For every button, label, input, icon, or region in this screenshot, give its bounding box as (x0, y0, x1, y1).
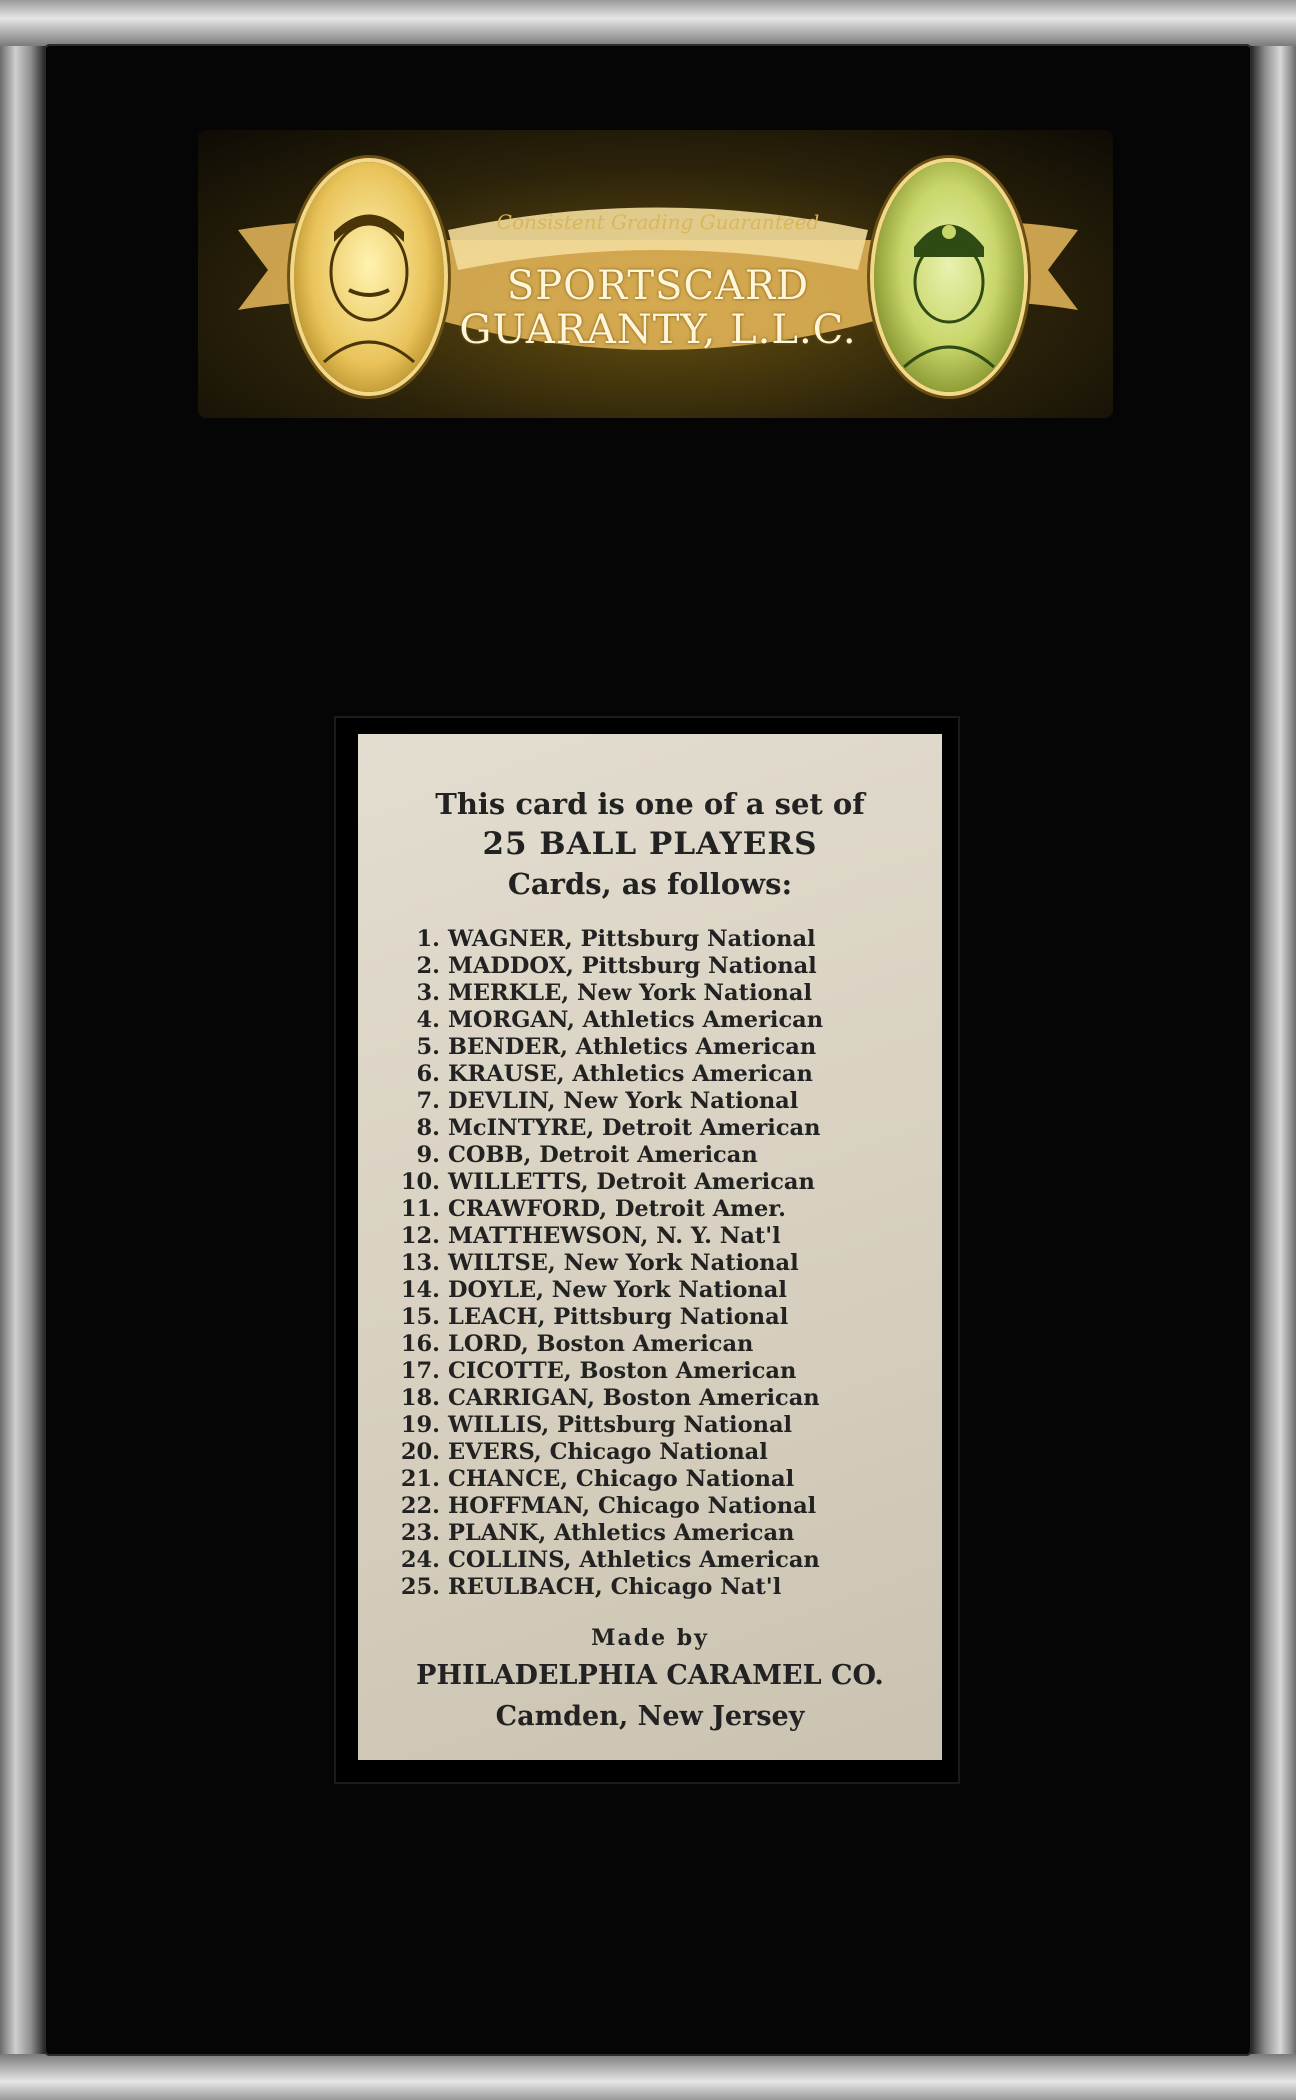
list-item (400, 926, 900, 953)
player-entry: WILLETTS, Detroit American (448, 1169, 815, 1195)
manufacturer-city: Camden, New Jersey (495, 1701, 805, 1732)
slab-top-edge (0, 0, 1296, 46)
list-item (400, 1331, 900, 1358)
manufacturer-name: PHILADELPHIA CARAMEL CO. (416, 1660, 884, 1691)
list-item (400, 1439, 900, 1466)
player-number: 23. (400, 1520, 440, 1546)
player-number: 17. (400, 1358, 440, 1384)
player-number: 25. (400, 1574, 440, 1600)
player-number: 18. (400, 1385, 440, 1411)
list-item (400, 1223, 900, 1250)
mustached-player-icon (294, 162, 444, 392)
player-number: 21. (400, 1466, 440, 1492)
player-number: 2. (416, 953, 440, 979)
list-item (400, 1196, 900, 1223)
list-item (400, 980, 900, 1007)
list-item (400, 1169, 900, 1196)
player-entry: WILTSE, New York National (448, 1250, 799, 1276)
player-entry: WAGNER, Pittsburg National (448, 926, 816, 952)
player-number: 7. (416, 1088, 440, 1114)
label-name-line2: GUARANTY, L.L.C. (459, 307, 857, 353)
player-number: 5. (416, 1034, 440, 1060)
label-tagline: Consistent Grading Guaranteed (496, 210, 820, 234)
list-item (400, 1385, 900, 1412)
player-entry: MORGAN, Athletics American (448, 1007, 824, 1033)
player-number: 4. (416, 1007, 440, 1033)
player-number: 9. (416, 1142, 440, 1168)
player-number: 13. (400, 1250, 440, 1276)
list-item (400, 953, 900, 980)
list-item (400, 1007, 900, 1034)
player-portrait-left-icon (294, 162, 444, 392)
list-item (400, 1493, 900, 1520)
player-number: 10. (400, 1169, 440, 1195)
player-entry: CRAWFORD, Detroit Amer. (448, 1196, 786, 1222)
player-number: 16. (400, 1331, 440, 1357)
player-entry: CHANCE, Chicago National (448, 1466, 795, 1492)
player-entry: KRAUSE, Athletics American (448, 1061, 813, 1087)
player-number: 22. (400, 1493, 440, 1519)
player-entry: McINTYRE, Detroit American (448, 1115, 821, 1141)
card-heading-line1: This card is one of a set of (435, 787, 865, 821)
player-entry: MADDOX, Pittsburg National (448, 953, 817, 979)
list-item (400, 1412, 900, 1439)
list-item (400, 1277, 900, 1304)
card-heading-line2: 25 BALL PLAYERS (482, 826, 818, 862)
player-entry: CICOTTE, Boston American (448, 1358, 797, 1384)
player-entry: COLLINS, Athletics American (448, 1547, 820, 1573)
baseball-card-back (358, 734, 942, 1760)
label-company-name (448, 264, 868, 352)
slab-bottom-edge (0, 2054, 1296, 2100)
player-entry: EVERS, Chicago National (448, 1439, 768, 1465)
list-item (400, 1061, 900, 1088)
player-entry: DOYLE, New York National (448, 1277, 787, 1303)
player-number: 19. (400, 1412, 440, 1438)
player-number: 12. (400, 1223, 440, 1249)
list-item (400, 1034, 900, 1061)
player-entry: REULBACH, Chicago Nat'l (448, 1574, 782, 1600)
list-item (400, 1520, 900, 1547)
player-entry: HOFFMAN, Chicago National (448, 1493, 817, 1519)
player-entry: COBB, Detroit American (448, 1142, 758, 1168)
player-entry: MATTHEWSON, N. Y. Nat'l (448, 1223, 781, 1249)
list-item (400, 1574, 900, 1601)
list-item (400, 1304, 900, 1331)
label-name-line1: SPORTSCARD (506, 263, 810, 309)
player-number: 11. (400, 1196, 440, 1222)
player-entry: DEVLIN, New York National (448, 1088, 799, 1114)
player-checklist (400, 926, 900, 1601)
list-item (400, 1142, 900, 1169)
player-number: 24. (400, 1547, 440, 1573)
list-item (400, 1547, 900, 1574)
player-entry: WILLIS, Pittsburg National (448, 1412, 793, 1438)
player-entry: PLANK, Athletics American (448, 1520, 795, 1546)
player-number: 3. (416, 980, 440, 1006)
made-by-text: Made by (591, 1625, 709, 1651)
list-item (400, 1115, 900, 1142)
player-portrait-right-icon (874, 162, 1024, 392)
player-entry: MERKLE, New York National (448, 980, 812, 1006)
list-item (400, 1358, 900, 1385)
player-entry: BENDER, Athletics American (448, 1034, 817, 1060)
grading-label (198, 130, 1113, 418)
capped-player-icon (874, 162, 1024, 392)
player-number: 6. (416, 1061, 440, 1087)
player-entry: LORD, Boston American (448, 1331, 754, 1357)
player-entry: CARRIGAN, Boston American (448, 1385, 820, 1411)
player-number: 15. (400, 1304, 440, 1330)
player-number: 20. (400, 1439, 440, 1465)
list-item (400, 1250, 900, 1277)
player-number: 14. (400, 1277, 440, 1303)
player-entry: LEACH, Pittsburg National (448, 1304, 789, 1330)
player-number: 8. (416, 1115, 440, 1141)
card-heading-line3: Cards, as follows: (507, 867, 793, 901)
list-item (400, 1088, 900, 1115)
list-item (400, 1466, 900, 1493)
player-number: 1. (416, 926, 440, 952)
